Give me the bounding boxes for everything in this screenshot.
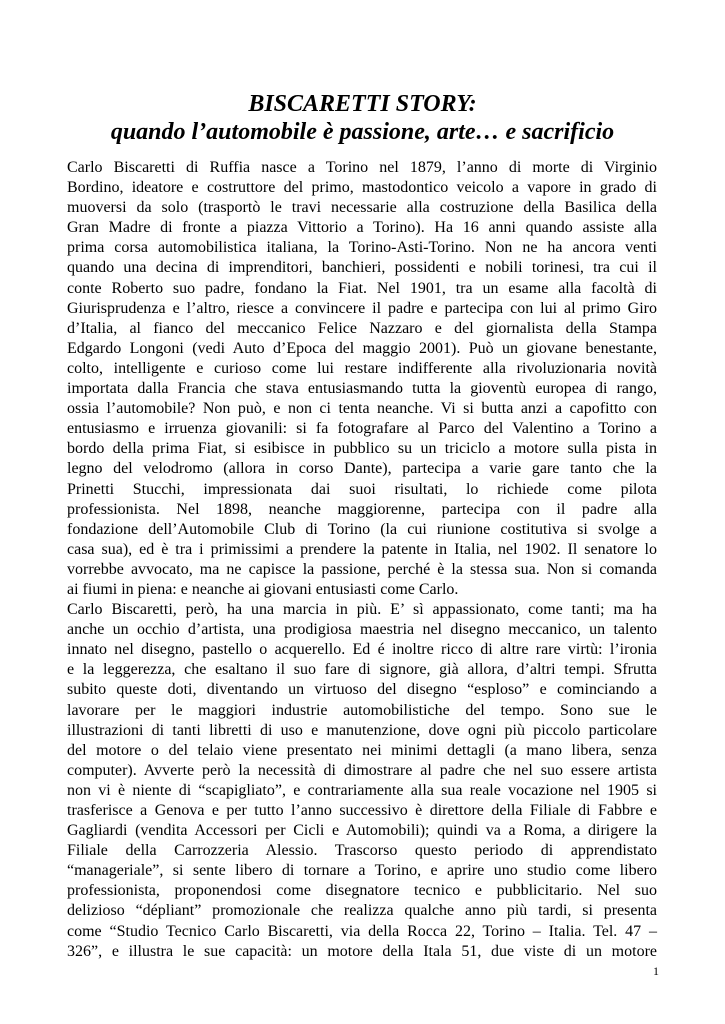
text-line: conte Roberto suo padre, fondano la Fiat. Nel 1901, tra un esame alla facoltà di bbox=[67, 279, 657, 297]
text-line: Filiale della Carrozzeria Alessio. Trascorso questo periodo di apprendistato bbox=[67, 842, 657, 860]
text-line: d’Italia, al fianco del meccanico Felice Nazzaro e del giornalista della Stampa bbox=[67, 319, 657, 337]
text-line: colto, intelligente e curioso come lui restare indifferente alla rivoluzionaria novità bbox=[67, 359, 657, 377]
text-line: Carlo Biscaretti di Ruffia nasce a Torino nel 1879, l’anno di morte di Virginio bbox=[67, 159, 657, 176]
text-line: e la leggerezza, che esaltano il suo fare di signore, già allora, d’altri tempi. Sfrutta bbox=[67, 661, 657, 679]
body-text bbox=[67, 158, 657, 962]
title-line-2: quando l’automobile è passione, arte… e sacrificio bbox=[110, 119, 615, 145]
text-line: prima corsa automobilistica italiana, la Torino-Asti-Torino. Non ne ha ancora venti bbox=[67, 239, 657, 257]
text-line: Giurisprudenza e l’altro, riesce a convincere il padre e partecipa con lui al primo Giro bbox=[67, 299, 657, 317]
text-line: innato nel disegno, pastello o acquerello. Ed é inoltre ricco di altre rare virtù: l’ironia bbox=[67, 641, 657, 659]
text-line: non vi è niente di “scapigliato”, e contrariamente alla sua reale vocazione nel 1905 si bbox=[67, 781, 657, 799]
text-line: fondazione dell’Automobile Club di Torino (la cui riunione costitutiva si svolge a bbox=[67, 520, 657, 538]
text-line: Gagliardi (vendita Accessori per Cicli e Automobili); quindi va a Roma, a dirigere la bbox=[67, 822, 657, 840]
page-number: 1 bbox=[653, 964, 659, 978]
text-line: 326”, e illustra le sue capacità: un motore della Itala 51, due viste di un motore bbox=[67, 942, 657, 960]
paragraph-2 bbox=[67, 600, 657, 962]
text-line: entusiasmo e irruenza giovanili: si fa fotografare al Parco del Valentino a Torino a bbox=[67, 420, 657, 438]
text-line: Carlo Biscaretti, però, ha una marcia in più. E’ sì appassionato, come tanti; ma ha bbox=[67, 601, 657, 619]
text-line: bordo della prima Fiat, si esibisce in pubblico su un triciclo a motore sulla pista in bbox=[67, 440, 657, 458]
text-line: trasferisce a Genova e per tutto l’anno successivo è direttore della Filiale di Fabbre e bbox=[67, 802, 657, 819]
text-line: Prinetti Stucchi, impressionata dai suoi risultati, lo richiede come pilota bbox=[67, 480, 657, 498]
text-line: importata dalla Francia che stava entusiasmando tutta la gioventù europea di rango, bbox=[67, 380, 657, 398]
title-line-1: BISCARETTI STORY: bbox=[248, 91, 477, 117]
paragraph-1 bbox=[67, 158, 657, 600]
text-line: anche un occhio d’artista, una prodigiosa maestria nel disegno meccanico, un talento bbox=[67, 621, 657, 639]
text-line: subito queste doti, diventando un virtuoso del disegno “esploso” e cominciando a bbox=[67, 681, 657, 699]
text-line: Bordino, ideatore e costruttore del primo, mastodontico veicolo a vapore in grado di bbox=[67, 179, 657, 197]
text-line: del motore o del telaio viene presentato nei minimi dettagli (a mano libera, senza bbox=[67, 741, 657, 759]
text-line: muoversi da solo (trasportò le travi necessarie alla costruzione della Basilica della bbox=[67, 199, 657, 217]
text-line: professionista, proponendosi come disegnatore tecnico e pubblicitario. Nel suo bbox=[67, 882, 657, 900]
text-line: ossia l’automobile? Non può, e non ci tenta neanche. Vi si butta anzi a capofitto con bbox=[67, 400, 657, 418]
text-line: professionista. Nel 1898, neanche maggiorenne, partecipa con il padre alla bbox=[67, 500, 657, 518]
text-line: casa sua), ed è tra i primissimi a prendere la patente in Italia, nel 1902. Il senatore lo bbox=[67, 540, 657, 558]
text-line: Edgardo Longoni (vedi Auto d’Epoca del maggio 2001). Può un giovane benestante, bbox=[67, 339, 657, 357]
text-line: Gran Madre di fronte a piazza Vittorio a Torino). Ha 16 anni quando assiste alla bbox=[67, 219, 657, 237]
text-line: ai fiumi in piena: e neanche ai giovani entusiasti come Carlo. bbox=[67, 580, 459, 598]
text-line: vorrebbe avvocato, ma ne capisce la passione, perché è la stessa sua. Non si comanda bbox=[67, 560, 657, 578]
text-line: illustrazioni di tanti libretti di uso e manutenzione, dove ogni più piccolo particolare bbox=[67, 721, 657, 739]
text-line: quando una decina di imprenditori, banchieri, possidenti e nobili torinesi, tra cui il bbox=[67, 259, 657, 277]
text-line: legno del velodromo (allora in corso Dante), partecipa a varie gare tanto che la bbox=[67, 460, 657, 478]
text-line: come “Studio Tecnico Carlo Biscaretti, via della Rocca 22, Torino – Italia. Tel. 47 – bbox=[67, 922, 657, 940]
text-line: computer). Avverte però la necessità di dimostrare al padre che nel suo essere artista bbox=[67, 761, 657, 779]
text-line: “manageriale”, si sente libero di tornare a Torino, e aprire uno studio come libero bbox=[67, 862, 657, 880]
text-line: delizioso “dépliant” promozionale che realizza qualche anno più tardi, si presenta bbox=[67, 902, 657, 920]
text-line: lavorare per le maggiori industrie automobilistiche del tempo. Sono sue le bbox=[67, 701, 657, 719]
